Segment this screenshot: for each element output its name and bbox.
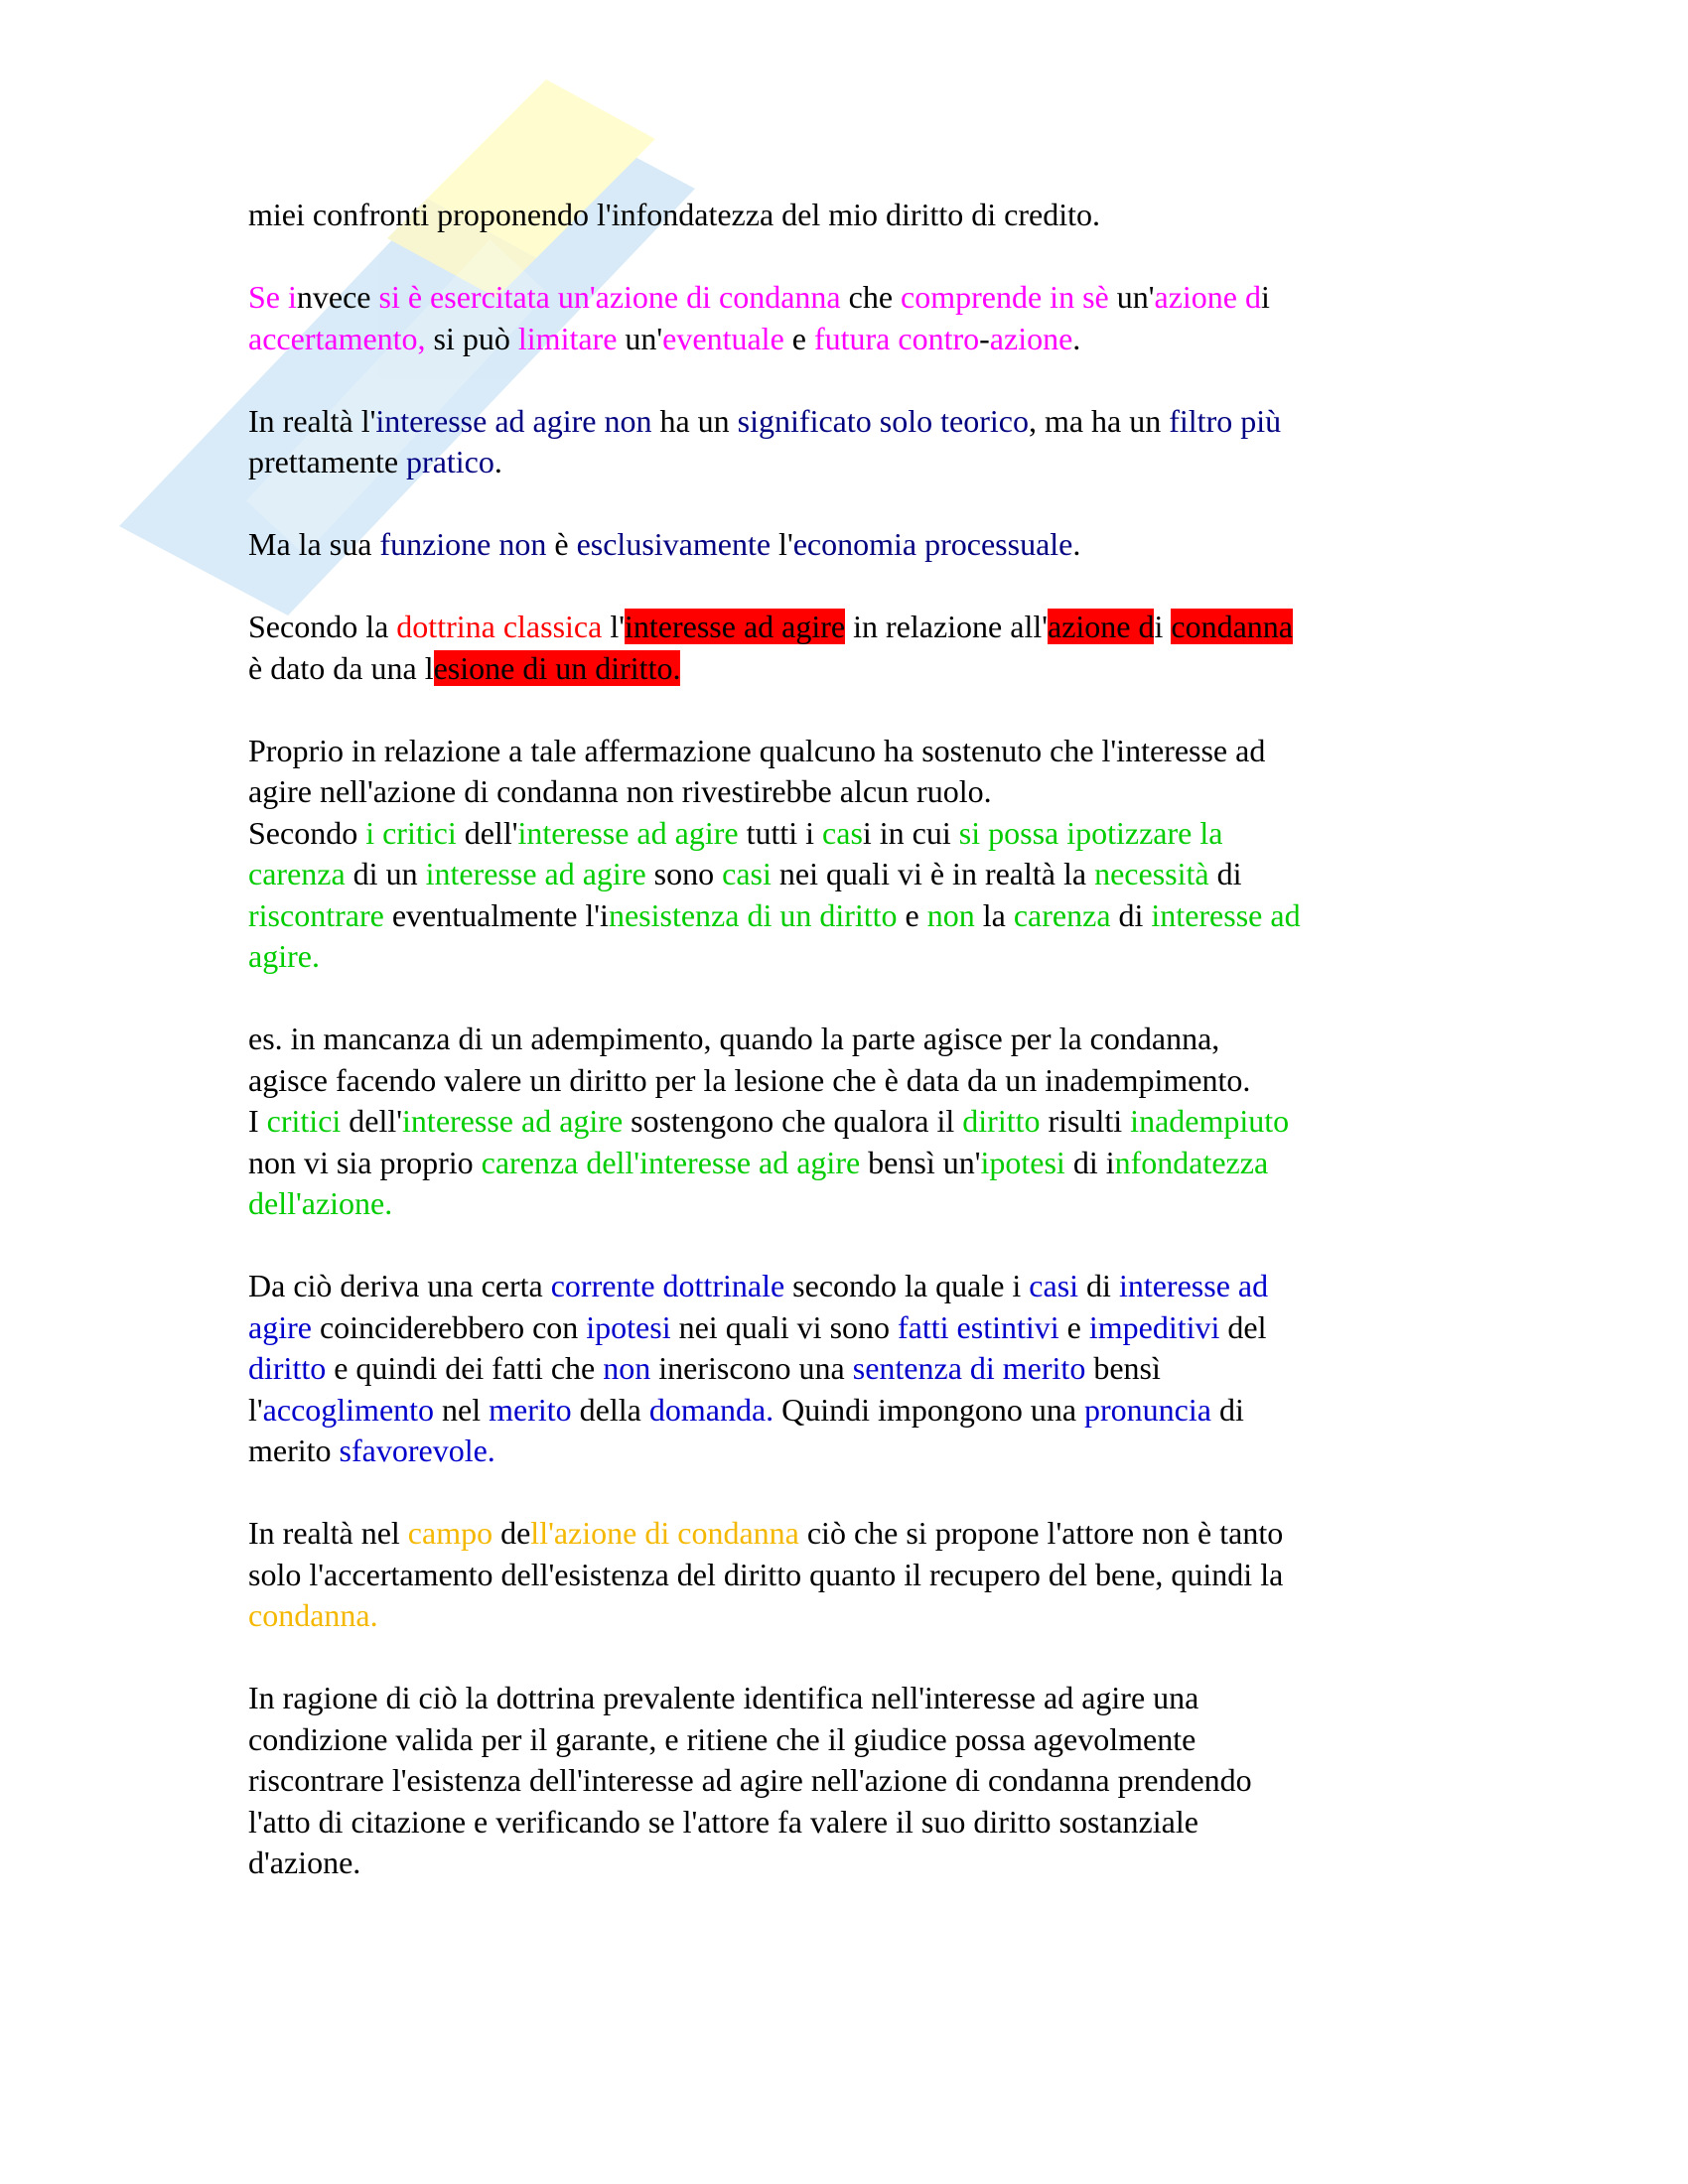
text-line xyxy=(248,1760,1460,1802)
text-span: merito xyxy=(248,1433,340,1468)
text-line xyxy=(248,319,1460,360)
colored-text: nesistenza di un diritto xyxy=(608,896,898,933)
colored-text: necessità xyxy=(1094,856,1209,891)
text-span: la xyxy=(974,896,1014,933)
text-span: i xyxy=(1154,609,1172,644)
text-span: bensì un' xyxy=(860,1144,981,1180)
colored-text: comprende in sè xyxy=(901,279,1109,315)
colored-text: accoglimento xyxy=(262,1391,435,1428)
text-line xyxy=(248,1719,1460,1761)
colored-text: diritto xyxy=(962,1103,1041,1139)
text-line xyxy=(248,195,1460,236)
text-span: In realtà nel xyxy=(248,1515,408,1551)
text-span: un' xyxy=(1108,279,1155,315)
colored-text: azione d xyxy=(1154,279,1261,315)
text-span: i xyxy=(1260,279,1270,315)
colored-text: funzione xyxy=(379,526,492,562)
text-line xyxy=(248,813,1460,855)
colored-text: critici xyxy=(266,1103,342,1139)
text-span: nei quali vi è in realtà la xyxy=(771,856,1095,891)
text-line xyxy=(248,1595,1460,1637)
colored-text: i xyxy=(288,279,297,315)
text-line xyxy=(248,648,1460,690)
text-span: di i xyxy=(1064,1144,1115,1180)
colored-text: nfondatezza xyxy=(1114,1144,1269,1180)
text-line xyxy=(248,1431,1460,1472)
colored-text: pronuncia xyxy=(1084,1391,1211,1428)
highlighted-text: interesse ad agire xyxy=(624,609,846,644)
text-line xyxy=(248,936,1460,978)
text-span: Secondo la xyxy=(248,609,397,644)
colored-text: Se xyxy=(248,279,288,315)
text-line xyxy=(248,1843,1460,1884)
colored-text: pratico xyxy=(406,444,494,479)
text-line xyxy=(248,1307,1460,1349)
colored-text: filtro più xyxy=(1169,402,1282,439)
text-span: . xyxy=(493,444,502,479)
colored-text: corrente dottrinale xyxy=(550,1268,785,1303)
text-span: in relazione all' xyxy=(845,609,1048,644)
text-span: ineriscono una xyxy=(650,1350,853,1386)
colored-text: carenza dell'interesse ad agire xyxy=(481,1144,861,1180)
text-span: e xyxy=(1058,1308,1089,1345)
colored-text: ipotesi xyxy=(586,1308,671,1345)
text-span: , ma ha un xyxy=(1028,402,1170,439)
paragraph-p2 xyxy=(248,277,1460,359)
highlighted-text: condanna xyxy=(1171,609,1293,644)
colored-text: cas xyxy=(822,814,863,851)
document-page xyxy=(248,195,1460,1925)
text-line xyxy=(248,1513,1460,1555)
colored-text: domanda. xyxy=(648,1391,774,1428)
colored-text: agire. xyxy=(248,938,320,974)
paragraph-p5 xyxy=(248,607,1460,689)
text-line xyxy=(248,1555,1460,1596)
colored-text: casi xyxy=(1029,1268,1079,1303)
text-span: della xyxy=(571,1391,649,1428)
colored-text: fatti estintivi xyxy=(898,1308,1059,1345)
text-span: In ragione di ciò la dottrina prevalente identifica nell'interesse ad agire una xyxy=(248,1680,1199,1715)
text-span: e xyxy=(897,896,927,933)
text-span: di xyxy=(1078,1268,1119,1303)
text-span: di xyxy=(1210,1391,1244,1428)
text-span: ha un xyxy=(651,402,738,439)
colored-text: campo xyxy=(407,1515,493,1551)
colored-text: non xyxy=(498,526,547,562)
text-span: d'azione. xyxy=(248,1844,361,1880)
text-line xyxy=(248,731,1460,772)
colored-text: impeditivi xyxy=(1088,1308,1220,1345)
text-line xyxy=(248,1802,1460,1843)
colored-text: eventuale xyxy=(662,320,784,356)
colored-text: agire xyxy=(248,1308,312,1345)
text-span: bensì xyxy=(1085,1350,1161,1386)
colored-text: i critici xyxy=(365,814,457,851)
colored-text: interesse ad xyxy=(1151,896,1301,933)
text-span: secondo la quale i xyxy=(784,1268,1030,1303)
colored-text: interesse ad agire non xyxy=(375,402,652,439)
colored-text: sfavorevole. xyxy=(339,1433,495,1468)
paragraph-p10 xyxy=(248,1266,1460,1472)
text-line xyxy=(248,1266,1460,1307)
text-span: non vi sia proprio xyxy=(248,1144,482,1180)
paragraph-p11 xyxy=(248,1513,1460,1637)
text-span: Quindi impongono una xyxy=(774,1391,1085,1428)
text-span: agire nell'azione di condanna non rivestirebbe alcun ruolo. xyxy=(248,773,992,809)
text-line xyxy=(248,1183,1460,1225)
colored-text: accertamento, xyxy=(248,320,426,356)
colored-text: futura contro xyxy=(813,320,980,356)
text-span: dell' xyxy=(456,814,518,851)
colored-text: ipotesi xyxy=(980,1144,1065,1180)
text-line xyxy=(248,1348,1460,1390)
colored-text: economia processuale xyxy=(792,526,1073,562)
text-span: prettamente xyxy=(248,444,407,479)
colored-text: carenza xyxy=(1013,896,1111,933)
colored-text: esclusivamente xyxy=(576,526,772,562)
text-span: eventualmente l'i xyxy=(383,896,609,933)
colored-text: interesse ad agire xyxy=(425,856,646,891)
paragraph-p1 xyxy=(248,195,1460,236)
text-span: sono xyxy=(645,856,723,891)
colored-text: interesse ad agire xyxy=(517,814,739,851)
text-span: di xyxy=(1110,896,1152,933)
text-line xyxy=(248,401,1460,443)
text-span: dell' xyxy=(341,1103,403,1139)
text-span: In realtà l' xyxy=(248,402,376,439)
text-span: è xyxy=(546,526,577,562)
text-span: è dato da una l xyxy=(248,649,434,686)
text-line xyxy=(248,1060,1460,1102)
highlighted-text: azione d xyxy=(1047,609,1155,644)
text-span: nei quali vi sono xyxy=(670,1308,899,1345)
colored-text: interesse ad agire xyxy=(402,1103,624,1139)
text-span: Secondo xyxy=(248,814,366,851)
paragraph-p9 xyxy=(248,1101,1460,1225)
text-span: nvece xyxy=(296,279,379,315)
colored-text: casi xyxy=(722,856,772,891)
text-line xyxy=(248,1019,1460,1060)
text-span: l' xyxy=(602,609,625,644)
text-span: miei confronti proponendo l'infondatezza del mio diritto di credito. xyxy=(248,197,1100,232)
text-span: . xyxy=(1072,320,1081,356)
highlighted-text: esione di un diritto. xyxy=(433,649,681,686)
colored-text: diritto xyxy=(248,1350,327,1386)
colored-text: carenza xyxy=(248,856,346,891)
colored-text: si possa ipotizzare la xyxy=(958,814,1223,851)
colored-text: dell'azione. xyxy=(248,1185,393,1221)
text-span: es. in mancanza di un adempimento, quando la parte agisce per la condanna, xyxy=(248,1021,1220,1056)
text-line xyxy=(248,1143,1460,1184)
colored-text: azione xyxy=(989,320,1073,356)
paragraph-p12 xyxy=(248,1678,1460,1884)
text-span: l' xyxy=(771,526,793,562)
text-span: agisce facendo valere un diritto per la lesione che è data da un inadempimento. xyxy=(248,1061,1251,1098)
colored-text: non xyxy=(926,896,975,933)
text-span: Proprio in relazione a tale affermazione qualcuno ha sostenuto che l'interesse ad xyxy=(248,732,1266,768)
text-span: . xyxy=(1072,526,1081,562)
text-line xyxy=(248,607,1460,648)
text-span: l' xyxy=(248,1391,263,1428)
text-span: coinciderebbero con xyxy=(311,1308,587,1345)
text-span: condizione valida per il garante, e ritiene che il giudice possa agevolmente xyxy=(248,1720,1196,1757)
text-span: Da ciò deriva una certa xyxy=(248,1268,551,1303)
paragraph-p4 xyxy=(248,524,1460,566)
colored-text: non xyxy=(603,1350,651,1386)
colored-text: significato solo teorico xyxy=(737,402,1029,439)
text-span: Ma la sua xyxy=(248,526,380,562)
text-span: sostengono che qualora il xyxy=(623,1103,963,1139)
paragraph-p3 xyxy=(248,401,1460,483)
colored-text: ll'azione di condanna xyxy=(530,1515,799,1551)
text-line xyxy=(248,277,1460,319)
text-span: che xyxy=(840,279,902,315)
colored-text: merito xyxy=(489,1391,572,1428)
text-line xyxy=(248,854,1460,895)
text-line xyxy=(248,895,1460,937)
text-span: solo l'accertamento dell'esistenza del diritto quanto il recupero del bene, quindi la xyxy=(248,1556,1284,1592)
text-span: ciò che si propone l'attore non è tanto xyxy=(798,1515,1284,1551)
text-span: di un xyxy=(345,856,426,891)
paragraph-p7 xyxy=(248,813,1460,978)
colored-text: limitare xyxy=(517,320,618,356)
text-span: e quindi dei fatti che xyxy=(326,1350,604,1386)
colored-text: inadempiuto xyxy=(1130,1103,1290,1139)
text-span: risulti xyxy=(1040,1103,1131,1139)
text-span: del xyxy=(1219,1308,1267,1345)
text-span: - xyxy=(979,320,990,356)
text-line xyxy=(248,1678,1460,1719)
text-line xyxy=(248,1101,1460,1143)
paragraph-p8 xyxy=(248,1019,1460,1101)
text-line xyxy=(248,442,1460,483)
text-span: un' xyxy=(617,320,663,356)
text-span: si può xyxy=(425,320,518,356)
text-span: di xyxy=(1208,856,1242,891)
text-span: de xyxy=(492,1515,531,1551)
text-span: l'atto di citazione e verificando se l'attore fa valere il suo diritto sostanziale xyxy=(248,1803,1198,1840)
paragraph-p6 xyxy=(248,731,1460,813)
text-line xyxy=(248,524,1460,566)
text-span: nel xyxy=(434,1391,490,1428)
colored-text: sentenza di merito xyxy=(852,1350,1086,1386)
text-span: riscontrare l'esistenza dell'interesse ad agire nell'azione di condanna prendendo xyxy=(248,1762,1252,1798)
text-line xyxy=(248,771,1460,813)
text-span: i in cui xyxy=(862,814,959,851)
text-line xyxy=(248,1390,1460,1432)
text-span: tutti i xyxy=(738,814,823,851)
text-span: I xyxy=(248,1103,267,1139)
colored-text: interesse ad xyxy=(1118,1268,1269,1303)
text-span: e xyxy=(783,320,814,356)
colored-text: si è esercitata un'azione di condanna xyxy=(378,279,841,315)
colored-text: riscontrare xyxy=(248,896,384,933)
colored-text: condanna. xyxy=(248,1597,378,1633)
colored-text: dottrina classica xyxy=(396,609,603,644)
